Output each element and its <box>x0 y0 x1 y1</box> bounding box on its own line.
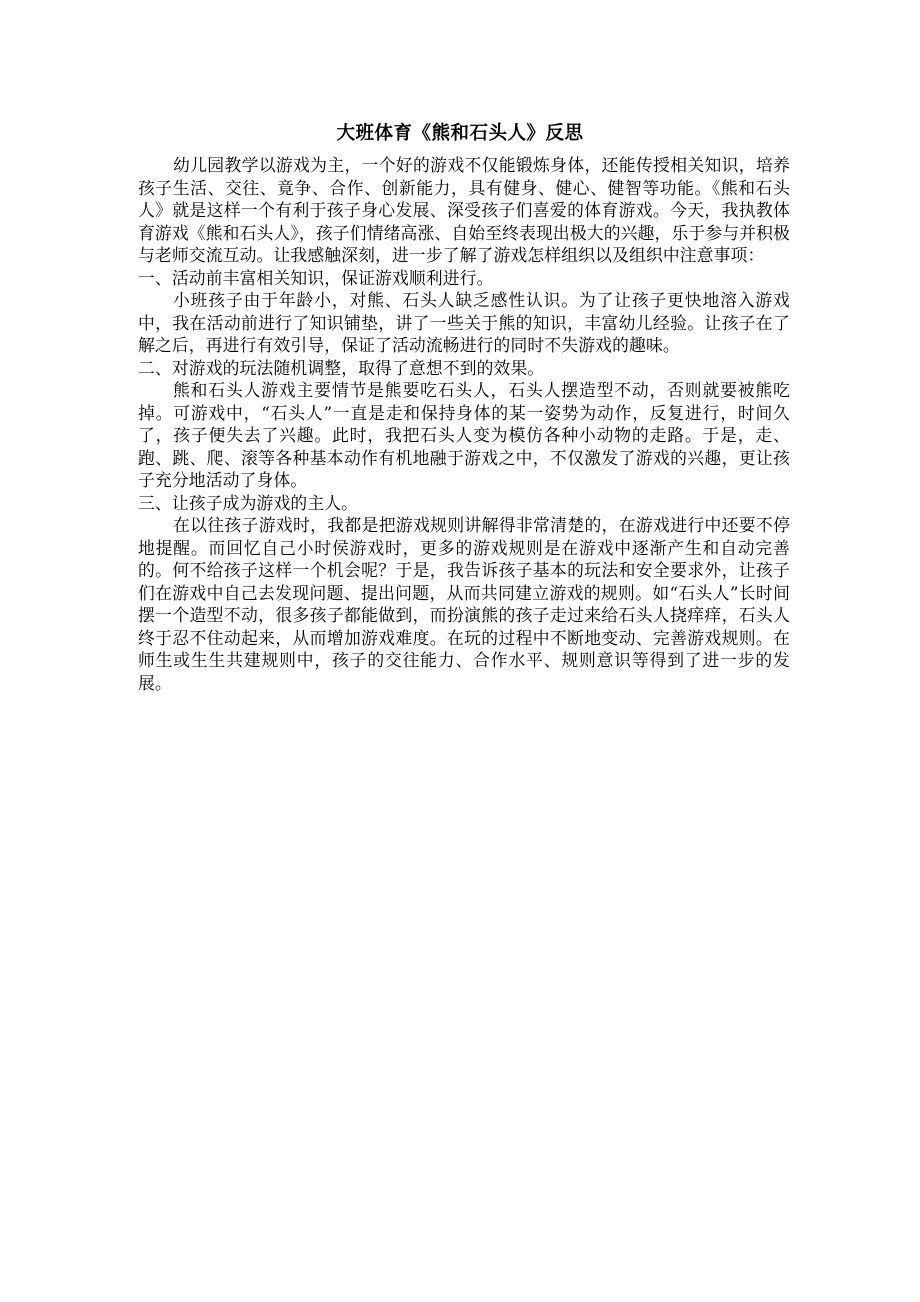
section-heading-2: 二、对游戏的玩法随机调整，取得了意想不到的效果。 <box>138 357 545 378</box>
intro-paragraph: 幼儿园教学以游戏为主，一个好的游戏不仅能锻炼身体，还能传授相关知识，培养孩子生活、交往、竟争、合作、创新能力，具有健身、健心、健智等功能。《熊和石头人》就是这样一个有利于孩子身心发展、深受孩子们喜爱的体育游戏。今天，我执教体育游戏《熊和石头人》，孩子们情绪高涨、自始至终表现出极大的兴趣，乐于参与并积极与老师交流互动。让我感触深刻，进一步了解了游戏怎样组织以及组织中注意事项： <box>138 155 790 265</box>
document-title: 大班体育《熊和石头人》反思 <box>336 123 584 144</box>
section-heading-3: 三、让孩子成为游戏的主人。 <box>138 492 359 513</box>
section-2-paragraph: 熊和石头人游戏主要情节是熊要吃石头人，石头人摆造型不动，否则就要被熊吃掉。可游戏中，“石头人”一直是走和保持身体的某一姿势为动作，反复进行，时间久了，孩子便失去了兴趣。此时，我把石头人变为模仿各种小动物的走路。于是，走、跑、跳、爬、滚等各种基本动作有机地融于游戏之中，不仅激发了游戏的兴趣，更让孩子充分地活动了身体。 <box>138 380 790 490</box>
section-heading-1: 一、活动前丰富相关知识，保证游戏顺利进行。 <box>138 267 494 288</box>
document-body <box>138 154 790 694</box>
section-3-paragraph: 在以往孩子游戏时，我都是把游戏规则讲解得非常清楚的，在游戏进行中还要不停地提醒。而回忆自己小时侯游戏时，更多的游戏规则是在游戏中逐渐产生和自动完善的。何不给孩子这样一个机会呢？于是，我告诉孩子基本的玩法和安全要求外，让孩子们在游戏中自己去发现问题、提出问题，从而共同建立游戏的规则。如“石头人”长时间摆一个造型不动，很多孩子都能做到，而扮演熊的孩子走过来给石头人挠痒痒，石头人终于忍不住动起来，从而增加游戏难度。在玩的过程中不断地变动、完善游戏规则。在师生或生生共建规则中，孩子的交往能力、合作水平、规则意识等得到了进一步的发展。 <box>138 515 790 693</box>
section-1-paragraph: 小班孩子由于年龄小，对熊、石头人缺乏感性认识。为了让孩子更快地溶入游戏中，我在活动前进行了知识铺垫，讲了一些关于熊的知识，丰富幼儿经验。让孩子在了解之后，再进行有效引导，保证了活动流畅进行的同时不失游戏的趣味。 <box>138 290 790 355</box>
